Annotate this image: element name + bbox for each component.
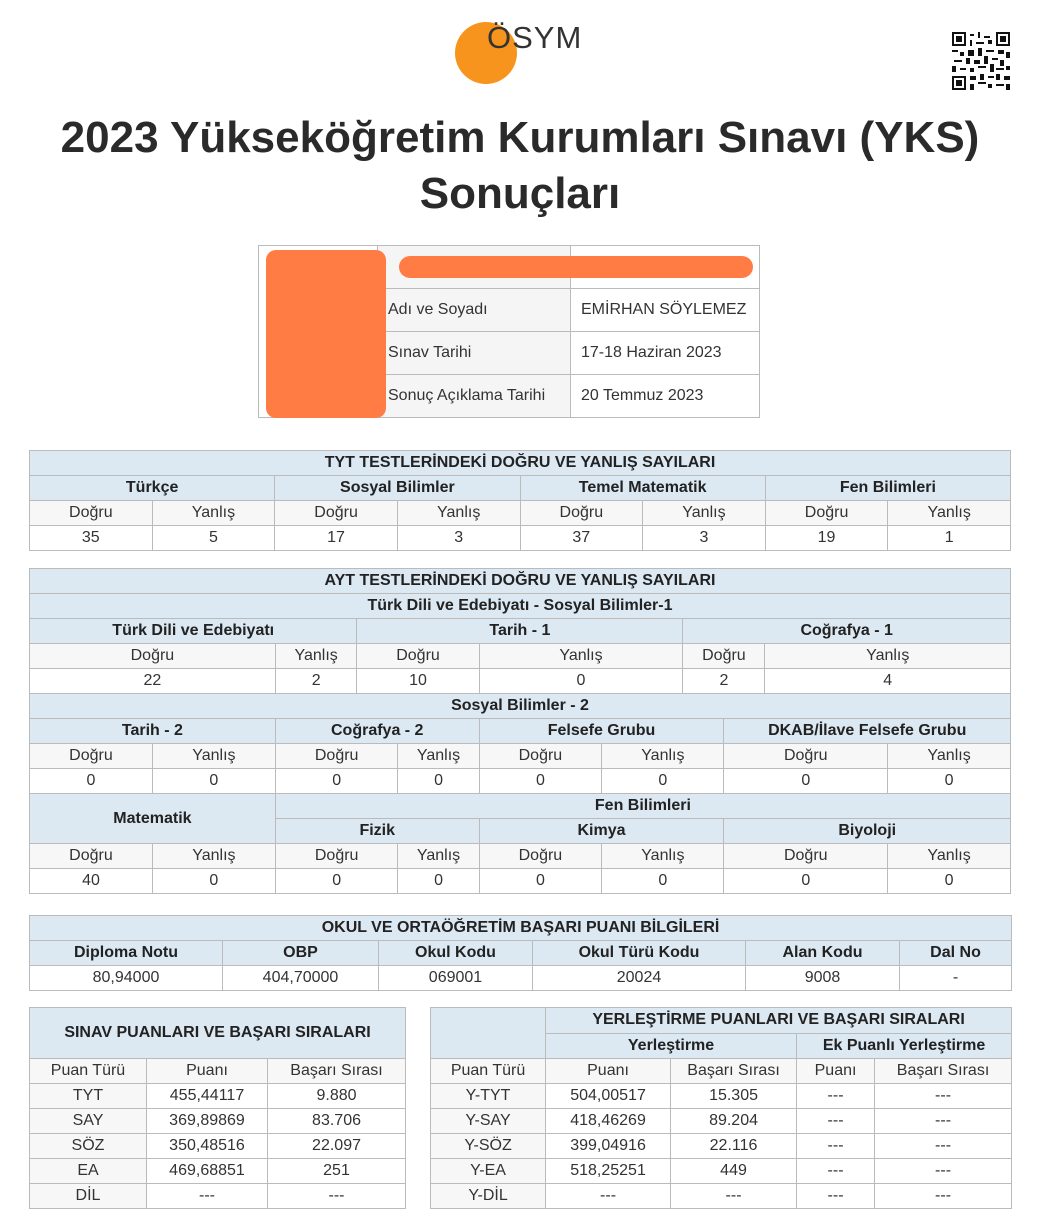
yanlis-value: 0 <box>479 669 683 694</box>
dogru-header: Doğru <box>724 844 888 869</box>
puan-turu: DİL <box>30 1184 147 1209</box>
ayt-title: AYT TESTLERİNDEKİ DOĞRU VE YANLIŞ SAYILARI <box>30 569 1011 594</box>
yanlis-value: 0 <box>152 769 275 794</box>
yanlis-header: Yanlış <box>152 844 275 869</box>
tyt-subject: Türkçe <box>30 476 275 501</box>
dogru-value: 17 <box>275 526 398 551</box>
score-row <box>30 1134 1012 1159</box>
dogru-value: 40 <box>30 869 153 894</box>
dogru-header: Doğru <box>30 501 153 526</box>
yanlis-value: 3 <box>397 526 520 551</box>
puan-turu: Y-TYT <box>431 1084 546 1109</box>
puan: 399,04916 <box>546 1134 671 1159</box>
yanlis-value: 0 <box>398 769 479 794</box>
puan: 455,44117 <box>147 1084 268 1109</box>
yanlis-value: 4 <box>765 669 1011 694</box>
name-label: Adı ve Soyadı <box>378 289 571 332</box>
yanlis-value: 0 <box>888 869 1011 894</box>
dogru-header: Doğru <box>275 501 398 526</box>
puan-turu: EA <box>30 1159 147 1184</box>
yanlis-value: 5 <box>152 526 275 551</box>
yanlis-value: 3 <box>643 526 766 551</box>
yanlis-header: Yanlış <box>152 744 275 769</box>
result-date-value: 20 Temmuz 2023 <box>571 375 760 418</box>
dogru-header: Doğru <box>30 644 276 669</box>
yanlis-header: Yanlış <box>643 501 766 526</box>
score-row <box>30 1109 1012 1134</box>
dogru-value: 10 <box>357 669 479 694</box>
ayt-fen-title: Fen Bilimleri <box>275 794 1010 819</box>
yer-sub2: Ek Puanlı Yerleştirme <box>797 1033 1012 1059</box>
ayt-subject: Coğrafya - 2 <box>275 719 479 744</box>
puan-turu: Y-SAY <box>431 1109 546 1134</box>
ek-puan: --- <box>797 1159 875 1184</box>
yer-header: Başarı Sırası <box>671 1059 797 1084</box>
score-row <box>30 1184 1012 1209</box>
yanlis-header: Yanlış <box>479 644 683 669</box>
exam-date-value: 17-18 Haziran 2023 <box>571 332 760 375</box>
basari-sirasi: 89.204 <box>671 1109 797 1134</box>
yer-sub1: Yerleştirme <box>546 1033 797 1059</box>
ek-basari-sirasi: --- <box>875 1159 1012 1184</box>
table-gap <box>406 1008 431 1184</box>
yanlis-header: Yanlış <box>888 844 1011 869</box>
puan-turu: SÖZ <box>30 1134 147 1159</box>
puan-turu: Y-SÖZ <box>431 1134 546 1159</box>
ayt-table <box>29 568 1011 894</box>
dogru-value: 22 <box>30 669 276 694</box>
puan-turu: Y-EA <box>431 1159 546 1184</box>
tyt-subject: Sosyal Bilimler <box>275 476 520 501</box>
score-row <box>30 1084 1012 1109</box>
yer-header: Başarı Sırası <box>875 1059 1012 1084</box>
ek-basari-sirasi: --- <box>875 1184 1012 1209</box>
ek-basari-sirasi: --- <box>875 1084 1012 1109</box>
score-row <box>30 1159 1012 1184</box>
sinav-title: SINAV PUANLARI VE BAŞARI SIRALARI <box>30 1008 406 1059</box>
puan: 369,89869 <box>147 1109 268 1134</box>
dogru-value: 0 <box>479 869 602 894</box>
basari-sirasi: 449 <box>671 1159 797 1184</box>
puan: 518,25251 <box>546 1159 671 1184</box>
okul-value: 069001 <box>379 966 533 991</box>
dogru-header: Doğru <box>479 844 602 869</box>
dogru-header: Doğru <box>30 844 153 869</box>
okul-table <box>29 915 1012 991</box>
yanlis-header: Yanlış <box>152 501 275 526</box>
yanlis-value: 2 <box>275 669 357 694</box>
dogru-value: 0 <box>724 769 888 794</box>
yanlis-header: Yanlış <box>888 744 1011 769</box>
qr-code-icon <box>952 32 1010 90</box>
ayt-subject: Fizik <box>275 819 479 844</box>
sinav-header: Puanı <box>147 1059 268 1084</box>
yanlis-value: 0 <box>602 769 724 794</box>
basari-sirasi: --- <box>671 1184 797 1209</box>
id-redaction <box>399 256 753 278</box>
ayt-subject: Kimya <box>479 819 724 844</box>
dogru-header: Doğru <box>275 744 398 769</box>
ek-basari-sirasi: --- <box>875 1134 1012 1159</box>
ayt-subject: DKAB/İlave Felsefe Grubu <box>724 719 1011 744</box>
ayt-group1-title: Türk Dili ve Edebiyatı - Sosyal Bilimler-1 <box>30 594 1011 619</box>
okul-header: Okul Türü Kodu <box>533 941 746 966</box>
yanlis-header: Yanlış <box>398 844 479 869</box>
dogru-value: 0 <box>275 869 398 894</box>
scores-table <box>29 1007 1012 1209</box>
okul-header: Okul Kodu <box>379 941 533 966</box>
ek-basari-sirasi: --- <box>875 1109 1012 1134</box>
tyt-subject: Fen Bilimleri <box>765 476 1010 501</box>
yer-header: Puan Türü <box>431 1059 546 1084</box>
ayt-subject: Felsefe Grubu <box>479 719 724 744</box>
okul-header: OBP <box>223 941 379 966</box>
okul-header: Alan Kodu <box>746 941 900 966</box>
puan-turu: Y-DİL <box>431 1184 546 1209</box>
yer-title: YERLEŞTİRME PUANLARI VE BAŞARI SIRALARI <box>546 1008 1012 1034</box>
puan: --- <box>147 1184 268 1209</box>
basari-sirasi: 83.706 <box>268 1109 406 1134</box>
basari-sirasi: --- <box>268 1184 406 1209</box>
dogru-value: 0 <box>30 769 153 794</box>
basari-sirasi: 22.116 <box>671 1134 797 1159</box>
ayt-subject: Biyoloji <box>724 819 1011 844</box>
puan: 418,46269 <box>546 1109 671 1134</box>
photo-redaction <box>266 250 386 418</box>
ek-puan: --- <box>797 1184 875 1209</box>
ayt-group2-title: Sosyal Bilimler - 2 <box>30 694 1011 719</box>
ayt-subject: Tarih - 1 <box>357 619 683 644</box>
dogru-value: 0 <box>724 869 888 894</box>
ayt-subject: Coğrafya - 1 <box>683 619 1011 644</box>
tyt-table <box>29 450 1011 551</box>
yanlis-header: Yanlış <box>275 644 357 669</box>
okul-title: OKUL VE ORTAÖĞRETİM BAŞARI PUANI BİLGİLERİ <box>30 916 1012 941</box>
okul-header: Dal No <box>900 941 1012 966</box>
basari-sirasi: 22.097 <box>268 1134 406 1159</box>
dogru-header: Doğru <box>30 744 153 769</box>
osym-logo <box>455 18 595 84</box>
yanlis-header: Yanlış <box>888 501 1011 526</box>
puan: --- <box>546 1184 671 1209</box>
okul-value: - <box>900 966 1012 991</box>
yanlis-value: 0 <box>602 869 724 894</box>
dogru-value: 0 <box>275 769 398 794</box>
dogru-header: Doğru <box>683 644 765 669</box>
yer-corner <box>431 1008 546 1059</box>
logo-text: ÖSYM <box>487 20 583 55</box>
ek-puan: --- <box>797 1109 875 1134</box>
yanlis-header: Yanlış <box>765 644 1011 669</box>
dogru-value: 35 <box>30 526 153 551</box>
ayt-subject: Türk Dili ve Edebiyatı <box>30 619 357 644</box>
dogru-value: 19 <box>765 526 888 551</box>
dogru-header: Doğru <box>765 501 888 526</box>
basari-sirasi: 251 <box>268 1159 406 1184</box>
puan-turu: TYT <box>30 1084 147 1109</box>
dogru-value: 0 <box>479 769 602 794</box>
basari-sirasi: 15.305 <box>671 1084 797 1109</box>
yanlis-header: Yanlış <box>602 844 724 869</box>
ek-puan: --- <box>797 1134 875 1159</box>
okul-header: Diploma Notu <box>30 941 223 966</box>
sinav-header: Puan Türü <box>30 1059 147 1084</box>
yanlis-value: 0 <box>398 869 479 894</box>
yer-header: Puanı <box>546 1059 671 1084</box>
tyt-title: TYT TESTLERİNDEKİ DOĞRU VE YANLIŞ SAYILARI <box>30 451 1011 476</box>
okul-value: 404,70000 <box>223 966 379 991</box>
yanlis-value: 0 <box>152 869 275 894</box>
dogru-header: Doğru <box>357 644 479 669</box>
okul-value: 20024 <box>533 966 746 991</box>
puan: 469,68851 <box>147 1159 268 1184</box>
yanlis-value: 0 <box>888 769 1011 794</box>
yer-header: Puanı <box>797 1059 875 1084</box>
yanlis-value: 1 <box>888 526 1011 551</box>
puan: 350,48516 <box>147 1134 268 1159</box>
puan-turu: SAY <box>30 1109 147 1134</box>
basari-sirasi: 9.880 <box>268 1084 406 1109</box>
name-value: EMİRHAN SÖYLEMEZ <box>571 289 760 332</box>
dogru-header: Doğru <box>724 744 888 769</box>
ayt-matematik: Matematik <box>30 794 276 844</box>
dogru-header: Doğru <box>275 844 398 869</box>
dogru-value: 2 <box>683 669 765 694</box>
ek-puan: --- <box>797 1084 875 1109</box>
exam-date-label: Sınav Tarihi <box>378 332 571 375</box>
dogru-header: Doğru <box>520 501 643 526</box>
dogru-value: 37 <box>520 526 643 551</box>
dogru-header: Doğru <box>479 744 602 769</box>
puan: 504,00517 <box>546 1084 671 1109</box>
table-gap <box>406 1184 431 1209</box>
ayt-subject: Tarih - 2 <box>30 719 276 744</box>
page-title: 2023 Yükseköğretim Kurumları Sınavı (YKS) Sonuçları <box>60 113 980 218</box>
yanlis-header: Yanlış <box>397 501 520 526</box>
okul-value: 9008 <box>746 966 900 991</box>
yanlis-header: Yanlış <box>602 744 724 769</box>
okul-value: 80,94000 <box>30 966 223 991</box>
yanlis-header: Yanlış <box>398 744 479 769</box>
result-date-label: Sonuç Açıklama Tarihi <box>378 375 571 418</box>
tyt-subject: Temel Matematik <box>520 476 765 501</box>
sinav-header: Başarı Sırası <box>268 1059 406 1084</box>
